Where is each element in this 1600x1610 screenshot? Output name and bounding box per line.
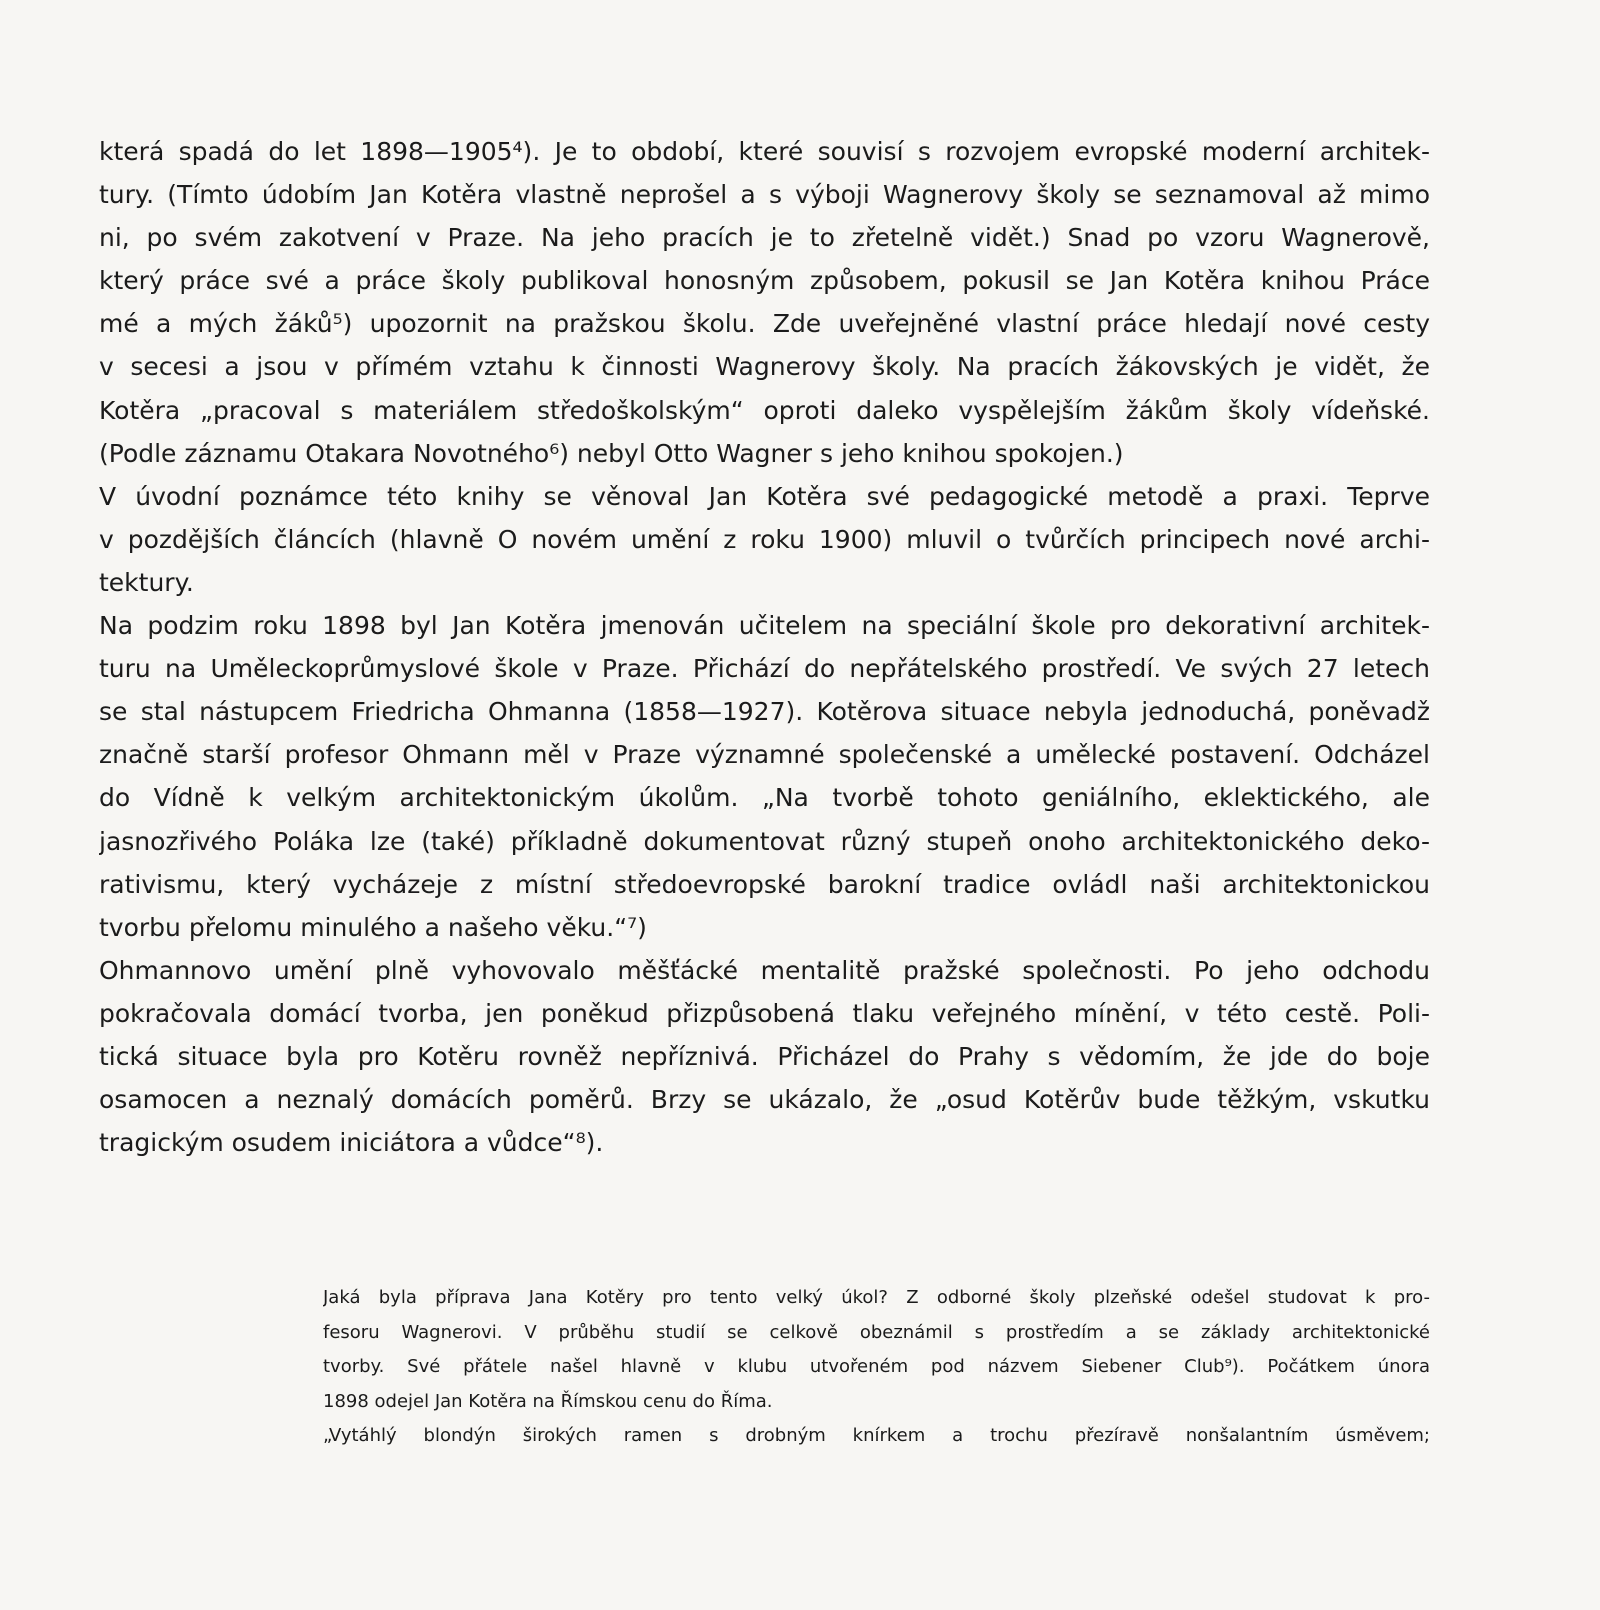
- main-text-line: která spadá do let 1898—1905⁴). Je to období, které souvisí s rozvojem evropské moderní architek-: [99, 137, 1430, 166]
- main-text-line: značně starší profesor Ohmann měl v Praze významné společenské a umělecké postavení. Odcházel: [99, 740, 1430, 770]
- main-text-line: tektury.: [99, 567, 194, 597]
- footnote-line: „Vytáhlý blondýn širokých ramen s drobným knírkem a trochu přezíravě nonšalantním úsměvem;: [323, 1425, 1430, 1446]
- footnote-line: tvorby. Své přátele našel hlavně v klubu utvořeném pod názvem Siebener Club⁹). Počátkem února: [323, 1356, 1430, 1377]
- main-text-line: (Podle záznamu Otakara Novotného⁶) nebyl Otto Wagner s jeho knihou spokojen.): [99, 438, 1124, 468]
- main-text-line: rativismu, který vycházeje z místní středoevropské barokní tradice ovládl naši architektonickou: [99, 869, 1430, 899]
- footnote-line: fesoru Wagnerovi. V průběhu studií se celkově obeznámil s prostředím a se základy architektonické: [323, 1321, 1430, 1343]
- main-text-line: Ohmannovo umění plně vyhovovalo měšťácké mentalitě pražské společnosti. Po jeho odchodu: [99, 955, 1430, 985]
- main-text-line: osamocen a neznalý domácích poměrů. Brzy se ukázalo, že „osud Kotěrův bude těžkým, vskutku: [99, 1085, 1430, 1115]
- footnote-line: Jaká byla příprava Jana Kotěry pro tento velký úkol? Z odborné školy plzeňské odešel studovat k pro-: [323, 1287, 1430, 1308]
- main-text-line: se stal nástupcem Friedricha Ohmanna (1858—1927). Kotěrova situace nebyla jednoduchá, poněvadž: [99, 697, 1430, 727]
- main-text-line: jasnozřivého Poláka lze (také) příkladně dokumentovat různý stupeň onoho architektonického deko-: [99, 826, 1430, 856]
- main-text-line: Kotěra „pracoval s materiálem středoškolským“ oproti daleko vyspělejším žákům školy vídeňské.: [99, 395, 1430, 425]
- main-text-line: v pozdějších článcích (hlavně O novém umění z roku 1900) mluvil o tvůrčích principech nové archi-: [99, 524, 1430, 554]
- main-text-line: turu na Uměleckoprůmyslové škole v Praze. Přichází do nepřátelského prostředí. Ve svých 27 letech: [99, 654, 1430, 684]
- footnote-line: 1898 odejel Jan Kotěra na Římskou cenu do Říma.: [323, 1390, 773, 1412]
- main-text-line: pokračovala domácí tvorba, jen poněkud přizpůsobená tlaku veřejného mínění, v této cestě. Poli-: [99, 998, 1430, 1028]
- main-text-block: [99, 130, 1430, 1164]
- main-text-line: mé a mých žáků⁵) upozornit na pražskou školu. Zde uveřejněné vlastní práce hledají nové cesty: [99, 309, 1430, 339]
- main-text-line: tury. (Tímto údobím Jan Kotěra vlastně neprošel a s výboji Wagnerovy školy se seznamoval až mimo: [99, 180, 1430, 210]
- main-text-line: V úvodní poznámce této knihy se věnoval Jan Kotěra své pedagogické metodě a praxi. Teprve: [99, 481, 1430, 511]
- footnote-block: [323, 1281, 1430, 1454]
- main-text-line: tvorbu přelomu minulého a našeho věku.“⁷): [99, 912, 647, 942]
- main-text-line: tická situace byla pro Kotěru rovněž nepříznivá. Přicházel do Prahy s vědomím, že jde do boje: [99, 1041, 1430, 1071]
- main-text-line: do Vídně k velkým architektonickým úkolům. „Na tvorbě tohoto geniálního, eklektického, ale: [99, 783, 1430, 813]
- main-text-line: tragickým osudem iniciátora a vůdce“⁸).: [99, 1128, 604, 1158]
- main-text-line: Na podzim roku 1898 byl Jan Kotěra jmenován učitelem na speciální škole pro dekorativní architek-: [99, 611, 1430, 641]
- main-text-line: v secesi a jsou v přímém vztahu k činnosti Wagnerovy školy. Na pracích žákovských je vidět, že: [99, 352, 1430, 382]
- main-text-line: který práce své a práce školy publikoval honosným způsobem, pokusil se Jan Kotěra knihou Práce: [99, 266, 1430, 296]
- main-text-line: ni, po svém zakotvení v Praze. Na jeho pracích je to zřetelně vidět.) Snad po vzoru Wagnerově,: [99, 223, 1430, 253]
